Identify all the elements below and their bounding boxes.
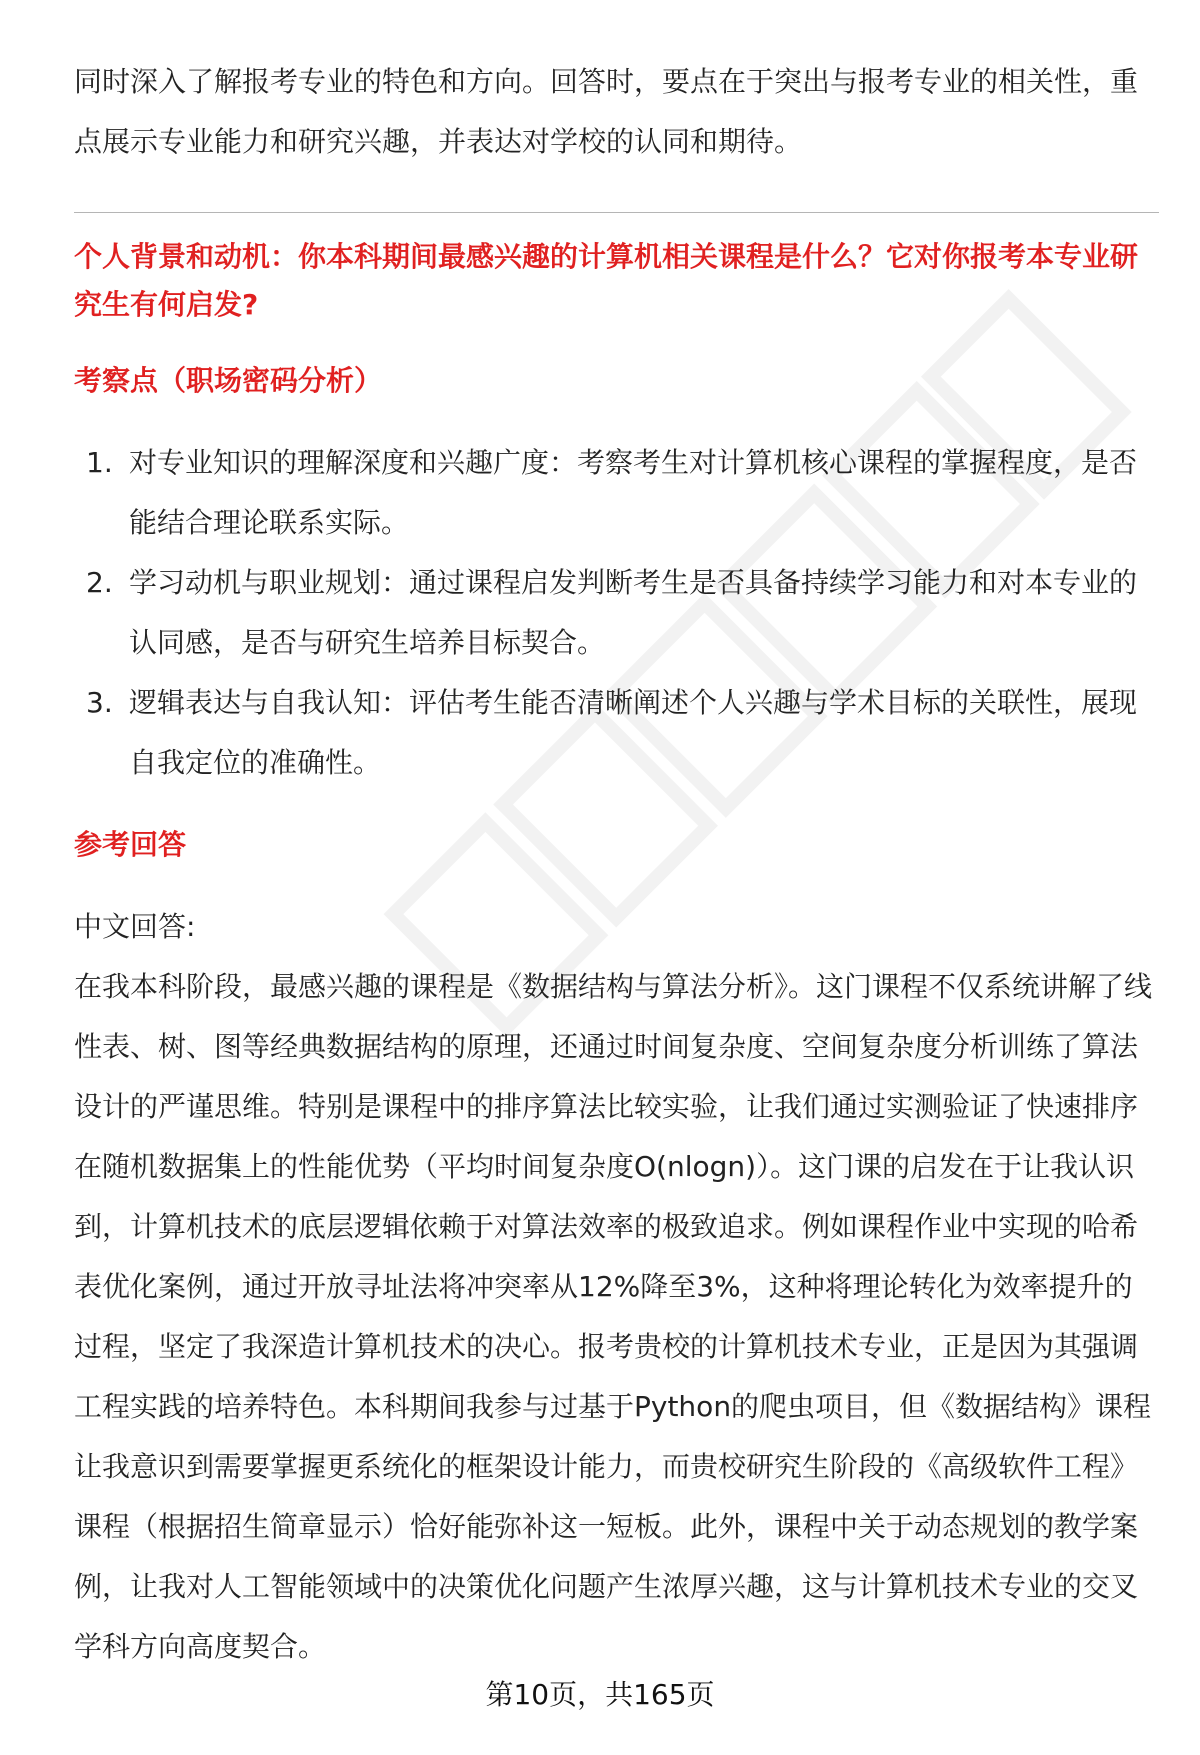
list-item bbox=[74, 673, 1159, 793]
list-item-text: 对专业知识的理解深度和兴趣广度：考察考生对计算机核心课程的掌握程度，是否能结合理论联系实际。 bbox=[129, 446, 1138, 539]
main-content bbox=[74, 52, 1159, 1677]
list-item bbox=[74, 433, 1159, 553]
list-item-text: 学习动机与职业规划：通过课程启发判断考生是否具备持续学习能力和对本专业的认同感，是否与研究生培养目标契合。 bbox=[129, 566, 1138, 659]
list-item-text: 逻辑表达与自我认知：评估考生能否清晰阐述个人兴趣与学术目标的关联性，展现自我定位的准确性。 bbox=[129, 686, 1138, 779]
answer-language-label: 中文回答: bbox=[74, 910, 196, 943]
exam-points-heading: 考察点（职场密码分析） bbox=[74, 364, 383, 397]
list-item-number: 2. bbox=[86, 566, 113, 599]
interview-question: 个人背景和动机：你本科期间最感兴趣的计算机相关课程是什么？它对你报考本专业研究生有何启发? bbox=[74, 240, 1139, 321]
intro-paragraph: 同时深入了解报考专业的特色和方向。回答时，要点在于突出与报考专业的相关性，重点展示专业能力和研究兴趣，并表达对学校的认同和期待。 bbox=[74, 65, 1139, 158]
list-item bbox=[74, 553, 1159, 673]
exam-points-list bbox=[74, 433, 1159, 793]
section-divider bbox=[74, 212, 1159, 213]
answer-body: 在我本科阶段，最感兴趣的课程是《数据结构与算法分析》。这门课程不仅系统讲解了线性表、树、图等经典数据结构的原理，还通过时间复杂度、空间复杂度分析训练了算法设计的严谨思维。特别是课程中的排序算法比较实验，让我们通过实测验证了快速排序在随机数据集上的性能优势（平均时间复杂度O(nlogn)）。这门课的启发在于让我认识到，计算机技术的底层逻辑依赖于对算法效率的极致追求。例如课程作业中实现的哈希表优化案例，通过开放寻址法将冲突率从12%降至3%，这种将理论转化为效率提升的过程，坚定了我深造计算机技术的决心。报考贵校的计算机技术专业，正是因为其强调工程实践的培养特色。本科期间我参与过基于Python的爬虫项目，但《数据结构》课程让我意识到需要掌握更系统化的框架设计能力，而贵校研究生阶段的《高级软件工程》课程（根据招生简章显示）恰好能弥补这一短板。此外，课程中关于动态规划的教学案例，让我对人工智能领域中的决策优化问题产生浓厚兴趣，这与计算机技术专业的交叉学科方向高度契合。 bbox=[74, 970, 1153, 1663]
reference-answer-heading: 参考回答 bbox=[74, 828, 187, 861]
list-item-number: 1. bbox=[86, 446, 113, 479]
page-number-footer: 第10页，共165页 bbox=[485, 1678, 715, 1711]
list-item-number: 3. bbox=[86, 686, 113, 719]
